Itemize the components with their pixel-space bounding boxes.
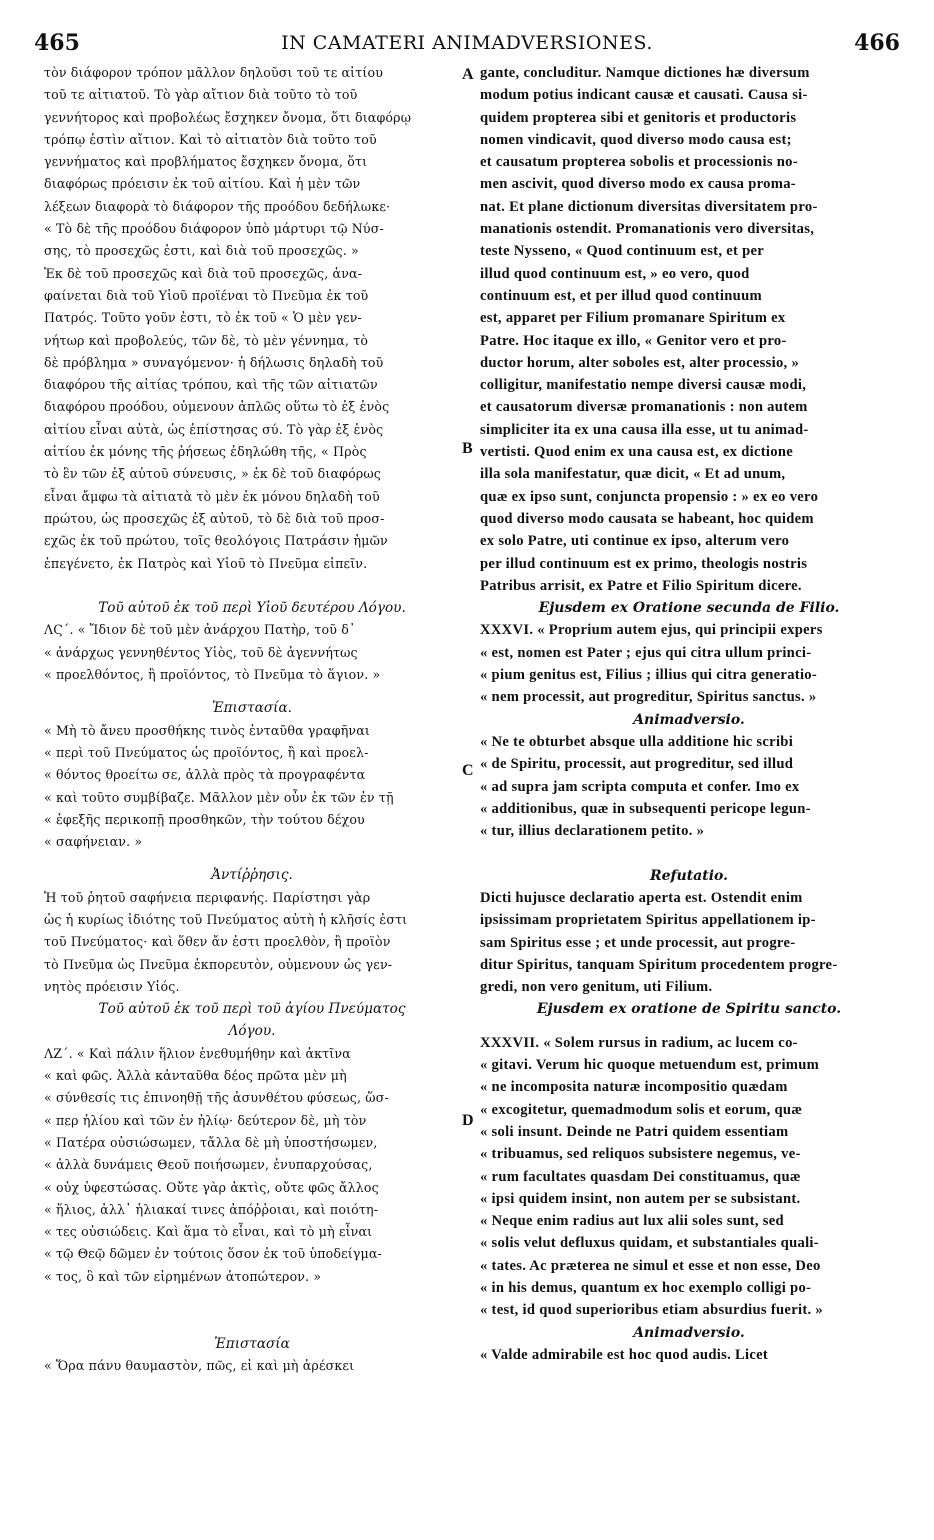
text-line: διαφόρου προόδου, οὐμενουν ἁπλῶς οὕτω τὸ ἐξ ἑνὸς <box>44 399 390 415</box>
text-line: αἰτίου εἶναι αὐτὰ, ὡς ἐπίστησας σύ. Τὸ γὰρ ἐξ ἑνὸς <box>44 421 384 437</box>
text-line: « tur, illius declarationem petito. » <box>480 823 705 840</box>
text-line: ἐπεγένετο, ἐκ Πατρὸς καὶ Υἱοῦ τὸ Πνεῦμα εἰπεῖν. <box>44 555 368 571</box>
section-heading: Ἀντίῤῥησις. <box>211 867 293 884</box>
running-head <box>34 30 900 56</box>
text-line: « καὶ φῶς. Ἀλλὰ κἀνταῦθα δέος πρῶτα μὲν μὴ <box>44 1068 347 1084</box>
text-line: ex solo Patre, uti continue ex ipso, alterum vero <box>480 533 790 550</box>
text-line: per illud continuum est ex primo, theologis nostris <box>480 555 808 572</box>
text-line: « ne incomposita naturæ incompositio quædam <box>480 1079 788 1096</box>
greek-column <box>44 62 460 1377</box>
text-line: simpliciter ita ex una causa illa esse, ut tu animad- <box>480 421 809 438</box>
text-line: « tates. Ac præterea ne simul et esse et non esse, Deo <box>480 1257 821 1274</box>
text-line: « Μὴ τὸ ἄνευ προσθήκης τινὸς ἐνταῦθα γραφῆναι <box>44 722 370 738</box>
text-line: τὸ ἓν τῶν ἐξ αὐτοῦ σύνευσις, » ἐκ δὲ τοῦ διαφόρως <box>44 466 382 482</box>
section-heading: Ejusdem ex oratione de Spiritu sancto. <box>536 1001 842 1018</box>
text-line: λέξεων διαφορὰ τὸ διάφορον τῆς προόδου δεδήλωκε· <box>44 198 391 214</box>
text-line: ductor horum, alter soboles est, alter processio, » <box>480 354 800 371</box>
text-line: continuum est, et per illud quod continuum <box>480 287 762 304</box>
section-heading: Refutatio. <box>649 867 729 884</box>
text-line: vertisti. Quod enim ex una causa est, ex dictione <box>480 444 794 461</box>
text-line: XXXVII. « Solem rursus in radium, ac lucem co- <box>480 1034 798 1051</box>
text-line: gredi, non vero genitum, uti Filium. <box>480 979 713 996</box>
spacer <box>480 1021 898 1032</box>
text-line: « Τὸ δὲ τῆς προόδου διάφορον ὑπὸ μάρτυρι τῷ Νύσ- <box>44 221 384 237</box>
text-line: quidem propterea sibi et genitoris et productoris <box>480 109 797 126</box>
spacer <box>44 853 460 864</box>
page-number-left: 465 <box>34 30 80 56</box>
text-line: Patre. Hoc itaque ex illo, « Genitor vero et pro- <box>480 332 787 349</box>
spacer <box>44 686 460 697</box>
margin-letter-d: D <box>462 1112 474 1129</box>
text-line: « ἀλλὰ δυνάμεις Θεοῦ ποιήσωμεν, ἐνυπαρχούσας, <box>44 1157 373 1173</box>
text-line: ΛϚ´. « Ἴδιον δὲ τοῦ μὲν ἀνάρχου Πατὴρ, τοῦ δ᾽ <box>44 622 356 638</box>
text-line: XXXVI. « Proprium autem ejus, qui principii expers <box>480 622 823 639</box>
text-line: « τος, ὃ καὶ τῶν εἰρημένων ἀτοπώτερον. » <box>44 1268 322 1284</box>
text-line: « σαφήνειαν. » <box>44 834 143 850</box>
text-line: « in his demus, quantum ex hoc exemplo colligi po- <box>480 1280 812 1297</box>
text-line: « καὶ τοῦτο συμβίβαζε. Μᾶλλον μὲν οὖν ἐκ τῶν ἐν τῇ <box>44 789 394 805</box>
text-line: δὲ πρόβλημα » συναγόμενον· ἡ δήλωσις δηλαδὴ τοῦ <box>44 354 384 370</box>
text-line: est, apparet per Filium promanare Spiritum ex <box>480 310 786 327</box>
text-line: men ascivit, quod diverso modo ex causa proma- <box>480 176 796 193</box>
text-line: « προελθόντος, ἢ προϊόντος, τὸ Πνεῦμα τὸ ἅγιον. » <box>44 667 381 683</box>
text-line: Patribus arrisit, ex Patre et Filio Spiritum dicere. <box>480 577 802 594</box>
text-line: « nem processit, aut progreditur, Spiritus sanctus. » <box>480 689 817 706</box>
section-heading: Τοῦ αὐτοῦ ἐκ τοῦ περὶ Υἱοῦ δευτέρου Λόγου. <box>98 600 406 617</box>
spacer <box>44 1288 460 1310</box>
text-line: colligitur, manifestatio nempe diversi causæ modi, <box>480 377 807 394</box>
text-line: illud quod continuum est, » eo vero, quod <box>480 265 750 282</box>
text-line: nat. Et plane dictionum diversitas diversitatem pro- <box>480 198 818 215</box>
text-line: teste Nysseno, « Quod continuum est, et per <box>480 243 765 260</box>
latin-column <box>480 62 898 1366</box>
text-line: « gitavi. Verum hic quoque metuendum est, primum <box>480 1057 820 1074</box>
section-heading: Ἐπιστασία. <box>212 700 292 717</box>
text-line: εἶναι ἄμφω τὰ αἰτιατὰ τὸ μὲν ἐκ μόνου δηλαδὴ τοῦ <box>44 488 380 504</box>
text-line: εχῶς ἐκ τοῦ πρώτου, τοῖς θεολόγοις Πατράσιν ἡμῶν <box>44 533 388 549</box>
text-line: « Valde admirabile est hoc quod audis. Licet <box>480 1346 769 1363</box>
text-line: « τες οὐσιώδεις. Καὶ ἅμα τὸ εἶναι, καὶ τὸ μὴ εἶναι <box>44 1224 373 1240</box>
text-line: « Ne te obturbet absque ulla additione hic scribi <box>480 733 794 750</box>
text-line: « περὶ τοῦ Πνεύματος ὡς προϊόντος, ἢ καὶ προελ- <box>44 744 369 760</box>
text-line: πρώτου, ὡς προσεχῶς ἐξ αὐτοῦ, τὸ δὲ διὰ τοῦ προσ- <box>44 510 385 526</box>
text-line: Ἡ τοῦ ῥητοῦ σαφήνεια περιφανής. Παρίστησι γὰρ <box>44 889 371 905</box>
text-line: « τῷ Θεῷ δῶμεν ἐν τούτοις ὅσον ἐκ τοῦ ὑποδείγμα- <box>44 1246 382 1262</box>
text-line: « Πατέρα οὐσιώσωμεν, τἄλλα δὲ μὴ ὑποστήσωμεν, <box>44 1134 378 1150</box>
text-line: modum potius indicant causæ et causati. Causa si- <box>480 87 808 104</box>
text-line: νητὸς πρόεισιν Υἱός. <box>44 978 180 994</box>
text-line: διαφόρου τῆς αἰτίας τρόπου, καὶ τῆς τῶν αἰτιατῶν <box>44 377 378 393</box>
text-line: et causatum propterea sobolis et processionis no- <box>480 154 798 171</box>
page-number-right: 466 <box>854 30 900 56</box>
text-line: Ἐκ δὲ τοῦ προσεχῶς καὶ διὰ τοῦ προσεχῶς, ἀνα- <box>44 265 363 281</box>
text-line: Dicti hujusce declaratio aperta est. Ostendit enim <box>480 889 803 906</box>
margin-letter-c: C <box>462 762 474 779</box>
running-title: IN CAMATERI ANIMADVERSIONES. <box>281 32 653 54</box>
text-line: « Neque enim radius aut lux alii soles sunt, sed <box>480 1213 784 1230</box>
section-heading: Λόγου. <box>228 1023 276 1040</box>
text-line: « θόντος θροείτω σε, ἀλλὰ πρὸς τὰ προγραφέντα <box>44 767 366 783</box>
text-line: φαίνεται διὰ τοῦ Υἱοῦ προϊέναι τὸ Πνεῦμα ἐκ τοῦ <box>44 287 369 303</box>
text-line: quod diverso modo causata se habeant, hoc quidem <box>480 510 814 527</box>
text-line: « additionibus, quæ in subsequenti pericope legun- <box>480 800 811 817</box>
text-line: ipsissimam proprietatem Spiritus appellationem ip- <box>480 912 816 929</box>
section-heading: Animadversio. <box>633 711 745 728</box>
text-line: τὸν διάφορον τρόπον μᾶλλον δηλοῦσι τοῦ τε αἰτίου <box>44 65 384 80</box>
text-line: ΛΖ´. « Καὶ πάλιν ἥλιον ἐνεθυμήθην καὶ ἀκτῖνα <box>44 1045 351 1061</box>
text-line: « οὐχ ὑφεστώσας. Οὔτε γὰρ ἀκτὶς, οὔτε φῶς ἄλλος <box>44 1179 379 1195</box>
text-line: τρόπῳ ἐστὶν αἴτιον. Καὶ τὸ αἰτιατὸν διὰ τοῦτο τοῦ <box>44 131 377 147</box>
text-line: νήτωρ καὶ προβολεύς, τῶν δὲ, τὸ μὲν γέννημα, τὸ <box>44 332 369 348</box>
text-line: quæ ex ipso sunt, conjuncta propensio : » ex eo vero <box>480 488 819 505</box>
text-line: « σύνθεσίς τις ἐπινοηθῇ τῆς ἀσυνθέτου φύσεως, ὥσ- <box>44 1090 389 1106</box>
spacer <box>44 575 460 597</box>
spacer <box>480 842 898 864</box>
text-line: γεννήτορος καὶ προβολέως ἔσχηκεν ὄνομα, ὅτι διαφόρῳ <box>44 109 412 125</box>
text-line: ditur Spiritus, tanquam Spiritum procedentem progre- <box>480 956 838 973</box>
margin-letter-b: B <box>462 440 473 457</box>
spacer <box>44 1310 460 1332</box>
text-line: « de Spiritu, processit, aut progreditur, sed illud <box>480 756 794 773</box>
text-line: διαφόρως πρόεισιν ἐκ τοῦ αἰτίου. Καὶ ἡ μὲν τῶν <box>44 176 361 192</box>
text-line: « est, nomen est Pater ; ejus qui citra ullum princi- <box>480 644 812 661</box>
text-line: « ἐφεξῆς περικοπῇ προσθηκῶν, τὴν τούτου δέχου <box>44 811 365 827</box>
margin-letter-a: A <box>462 66 474 83</box>
text-line: nomen vindicavit, quod diverso modo causa est; <box>480 131 792 148</box>
text-line: « tribuamus, sed reliquos subsistere negemus, ve- <box>480 1146 801 1163</box>
section-heading: Ἐπιστασία <box>214 1335 290 1352</box>
text-line: « solis velut defluxus quidam, et substantiales quali- <box>480 1235 819 1252</box>
text-line: « ad supra jam scripta computa et confer. Imo ex <box>480 778 800 795</box>
text-line: « ἥλιος, ἀλλ᾽ ἡλιακαί τινες ἀπόῤῥοιαι, καὶ ποιότη- <box>44 1201 379 1217</box>
text-line: « περ ἡλίου καὶ τῶν ἐν ἡλίῳ· δεύτερον δὲ, μὴ τὸν <box>44 1112 367 1128</box>
text-line: et causatorum diversæ promanationis : non autem <box>480 399 808 416</box>
text-line: sam Spiritus esse ; et unde processit, aut progre- <box>480 934 796 951</box>
text-line: γεννήματος καὶ προβλήματος ἔσχηκεν ὄνομα, ὅτι <box>44 154 368 170</box>
text-line: manationis ostendit. Promanationis vero diversitas, <box>480 221 815 238</box>
text-line: τοῦ Πνεύματος· καὶ ὅθεν ἄν ἐστι προελθὸν, ἢ προϊὸν <box>44 934 391 950</box>
text-line: « Ὅρα πάνυ θαυμαστὸν, πῶς, εἰ καὶ μὴ ἀρέσκει <box>44 1357 355 1373</box>
text-line: « pium genitus est, Filius ; illius qui citra generatio- <box>480 667 818 684</box>
text-line: « test, id quod superioribus etiam absurdius fuerit. » <box>480 1302 823 1319</box>
text-line: illa sola manifestatur, quæ dicit, « Et ad unum, <box>480 466 786 483</box>
text-line: τὸ Πνεῦμα ὡς Πνεῦμα ἐκπορευτὸν, οὐμενουν ὡς γεν- <box>44 956 393 972</box>
section-heading: Animadversio. <box>633 1324 745 1341</box>
text-line: « ipsi quidem insint, non autem per se subsistant. <box>480 1190 801 1207</box>
text-line: ὡς ἡ κυρίως ἰδιότης τοῦ Πνεύματος αὐτὴ ἡ κλῆσίς ἐστι <box>44 911 408 927</box>
text-line: Πατρός. Τοῦτο γοῦν ἐστι, τὸ ἐκ τοῦ « Ὁ μὲν γεν- <box>44 310 362 326</box>
section-heading: Ejusdem ex Oratione secunda de Filio. <box>538 600 840 617</box>
section-heading: Τοῦ αὐτοῦ ἐκ τοῦ περὶ τοῦ ἁγίου Πνεύματος <box>98 1001 406 1018</box>
text-line: σης, τὸ προσεχῶς ἐστι, καὶ διὰ τοῦ προσεχῶς. » <box>44 243 359 259</box>
text-line: « ἀνάρχως γεννηθέντος Υἱὸς, τοῦ δὲ ἀγεννήτως <box>44 644 358 660</box>
text-line: « soli insunt. Deinde ne Patri quidem essentiam <box>480 1123 789 1140</box>
text-line: αἰτίου ἐκ μόνης τῆς ῥήσεως ἐδηλώθη τῆς, « Πρὸς <box>44 444 367 460</box>
text-line: « excogitetur, quemadmodum solis et eorum, quæ <box>480 1101 803 1118</box>
text-line: τοῦ τε αἰτιατοῦ. Τὸ γὰρ αἴτιον διὰ τοῦτο τὸ τοῦ <box>44 87 358 103</box>
text-line: « rum facultates quasdam Dei constituamus, quæ <box>480 1168 801 1185</box>
text-line: gante, concluditur. Namque dictiones hæ diversum <box>480 65 810 81</box>
